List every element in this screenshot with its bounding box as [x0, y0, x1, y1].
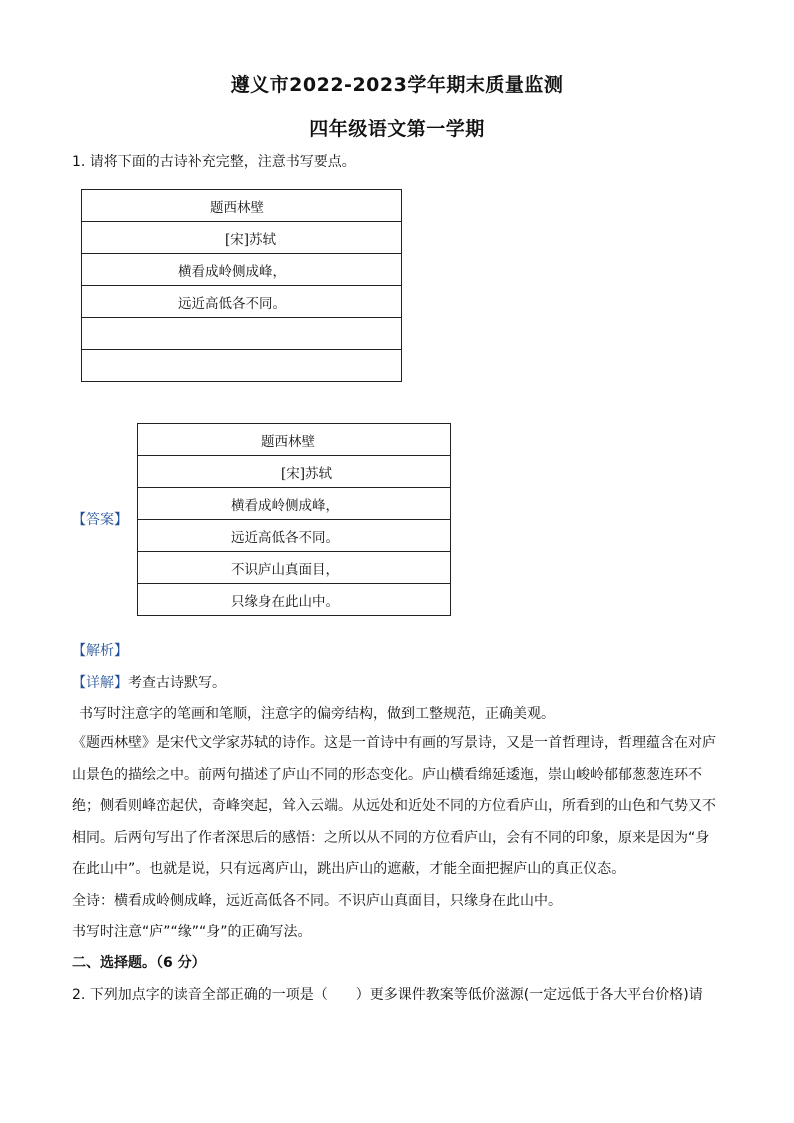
- analysis-paragraph-4: 书写时注意“庐”“缘”“身”的正确写法。: [72, 924, 312, 940]
- answer-poem-table: [137, 423, 451, 616]
- question-1-prompt: 1. 请将下面的古诗补充完整，注意书写要点。: [72, 154, 356, 170]
- detail-text: 考查古诗默写。: [128, 675, 226, 691]
- question-2-prompt: 2. 下列加点字的读音全部正确的一项是（ ）更多课件教案等低价滋源(一定远低于各大平台价格)请: [72, 987, 703, 1003]
- answer-poem-line: 不识庐山真面目，: [138, 552, 451, 584]
- question-poem-table: [81, 189, 402, 382]
- poem-line: 横看成岭侧成峰，: [82, 254, 402, 286]
- answer-poem-author: [宋]苏轼: [138, 456, 451, 488]
- detail-tag: 【详解】: [72, 675, 128, 691]
- answer-poem-line: 只缘身在此山中。: [138, 584, 451, 616]
- analysis-tag: 【解析】: [72, 643, 128, 659]
- poem-title: 题西林壁: [82, 190, 402, 222]
- poem-author: [宋]苏轼: [82, 222, 402, 254]
- section-2-heading: 二、选择题。（6 分）: [72, 955, 206, 971]
- answer-poem-title: 题西林壁: [138, 424, 451, 456]
- analysis-paragraph-2: 《题西林壁》是宋代文学家苏轼的诗作。这是一首诗中有画的写景诗，又是一首哲理诗，哲理蕴含在对庐山景色的描绘之中。前两句描述了庐山不同的形态变化。庐山横看绵延逶迤，崇山峻岭郁郁葱葱连环不绝；侧看则峰峦起伏，奇峰突起，耸入云端。从远处和近处不同的方位看庐山，所看到的山色和气势又不相同。后两句写出了作者深思后的感悟：之所以从不同的方位看庐山，会有不同的印象，原来是因为“身在此山中”。也就是说，只有远离庐山，跳出庐山的遮蔽，才能全面把握庐山的真正仪态。: [72, 735, 716, 877]
- answer-poem-line: 远近高低各不同。: [138, 520, 451, 552]
- answer-tag: 【答案】: [72, 512, 128, 528]
- analysis-paragraph-1: 书写时注意字的笔画和笔顺，注意字的偏旁结构，做到工整规范，正确美观。: [79, 706, 555, 722]
- analysis-paragraph-3: 全诗：横看成岭侧成峰，远近高低各不同。不识庐山真面目，只缘身在此山中。: [72, 893, 562, 909]
- answer-poem-line: 横看成岭侧成峰，: [138, 488, 451, 520]
- page-subtitle: 四年级语文第一学期: [309, 118, 485, 140]
- poem-line: 远近高低各不同。: [82, 286, 402, 318]
- poem-blank-line[interactable]: [82, 350, 402, 382]
- poem-blank-line[interactable]: [82, 318, 402, 350]
- detail-line: [72, 672, 226, 692]
- page-title: 遵义市2022-2023学年期末质量监测: [230, 74, 564, 96]
